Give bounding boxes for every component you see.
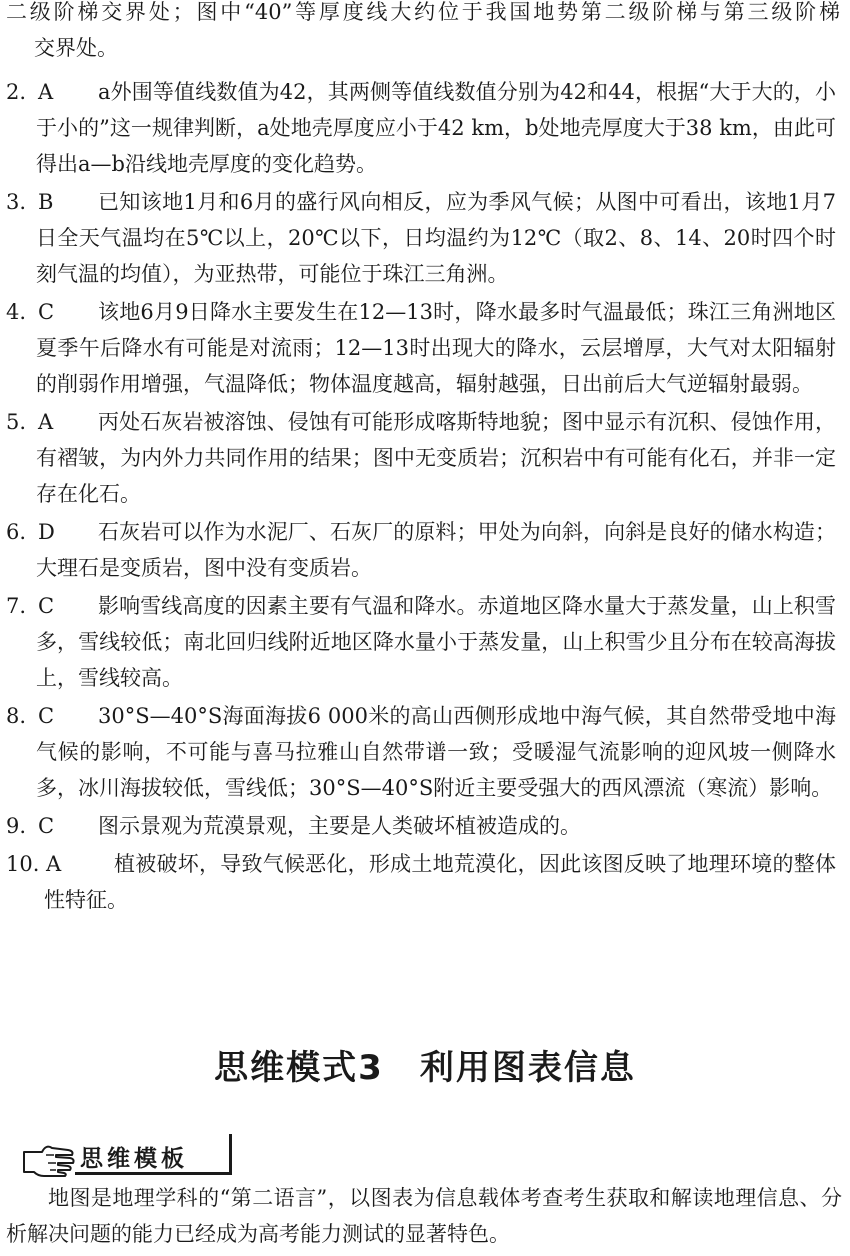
answer-number: 6. [6,520,27,544]
answer-item-2 [6,74,844,182]
answer-choice: C [38,814,55,838]
answer-number: 10. [6,852,40,876]
template-label: 思维模板 [80,1146,188,1172]
answer-choice: B [38,190,54,214]
answer-choice: C [38,704,55,728]
answer-explanation: 已知该地1月和6月的盛行风向相反，应为季风气候；从图中可看出，该地1月7日全天气温均在5℃以上，20℃以下，日均温约为12℃（取2、8、14、20时四个时刻气温的均值），为亚热带，可能位于珠江三角洲。 [36,190,836,286]
answer-choice: C [38,594,55,618]
section-title: 思维模式3 利用图表信息 [214,1048,636,1088]
answer-number: 5. [6,410,27,434]
answer-explanation: 影响雪线高度的因素主要有气温和降水。赤道地区降水量大于蒸发量，山上积雪多，雪线较低；南北回归线附近地区降水量小于蒸发量，山上积雪少且分布在较高海拔上，雪线较高。 [36,594,836,690]
continuation-line-2: 交界处。 [34,36,118,60]
answer-explanation: 丙处石灰岩被溶蚀、侵蚀有可能形成喀斯特地貌；图中显示有沉积、侵蚀作用，有褶皱，为内外力共同作用的结果；图中无变质岩；沉积岩中有可能有化石，并非一定存在化石。 [36,410,836,506]
answer-number: 4. [6,300,27,324]
answer-choice: A [38,80,54,104]
answer-choice: A [38,410,54,434]
answer-item-10 [6,846,844,918]
answer-number: 2. [6,80,27,104]
continuation-text [0,0,850,66]
answer-explanation: 30°S—40°S海面海拔6 000米的高山西侧形成地中海气候，其自然带受地中海气候的影响，不可能与喜马拉雅山自然带谱一致；受暖湿气流影响的迎风坡一侧降水多，冰川海拔较低，雪线低；30°S—40°S附近主要受强大的西风漂流（寒流）影响。 [36,704,836,800]
answer-choice: A [46,852,62,876]
answer-item-7 [6,588,844,696]
answer-choice: C [38,300,55,324]
answer-number: 3. [6,190,27,214]
answer-list [6,74,844,918]
answer-item-4 [6,294,844,402]
answer-explanation: 图示景观为荒漠景观，主要是人类破坏植被造成的。 [98,814,581,838]
template-intro [6,1180,842,1252]
answer-item-8 [6,698,844,806]
continuation-line-1: 二级阶梯交界处；图中“40”等厚度线大约位于我国地势第二级阶梯与第三级阶梯 [6,0,840,24]
template-side-rule [229,1134,232,1175]
answer-choice: D [38,520,55,544]
template-intro-text: 地图是地理学科的“第二语言”，以图表为信息载体考查考生获取和解读地理信息、分析解决问题的能力已经成为高考能力测试的显著特色。 [6,1186,842,1246]
answer-explanation: 石灰岩可以作为水泥厂、石灰厂的原料；甲处为向斜，向斜是良好的储水构造；大理石是变质岩，图中没有变质岩。 [36,520,836,580]
answer-explanation: 该地6月9日降水主要发生在12—13时，降水最多时气温最低；珠江三角洲地区夏季午后降水有可能是对流雨；12—13时出现大的降水，云层增厚，大气对太阳辐射的削弱作用增强，气温降低；物体温度越高，辐射越强，日出前后大气逆辐射最弱。 [36,300,836,396]
answer-number: 8. [6,704,27,728]
answer-item-9 [6,808,844,844]
answer-number: 9. [6,814,27,838]
answer-item-5 [6,404,844,512]
answer-explanation: 植被破坏，导致气候恶化，形成土地荒漠化，因此该图反映了地理环境的整体性特征。 [44,852,836,912]
answer-explanation: a外围等值线数值为42，其两侧等值线数值分别为42和44，根据“大于大的，小于小的”这一规律判断，a处地壳厚度应小于42 km，b处地壳厚度大于38 km，由此可得出a—b沿线地壳厚度的变化趋势。 [36,80,836,176]
template-header [20,1130,230,1182]
answer-item-3 [6,184,844,292]
pointing-hand-icon [20,1138,80,1178]
answer-number: 7. [6,594,27,618]
answer-item-6 [6,514,844,586]
template-underline [75,1172,232,1175]
